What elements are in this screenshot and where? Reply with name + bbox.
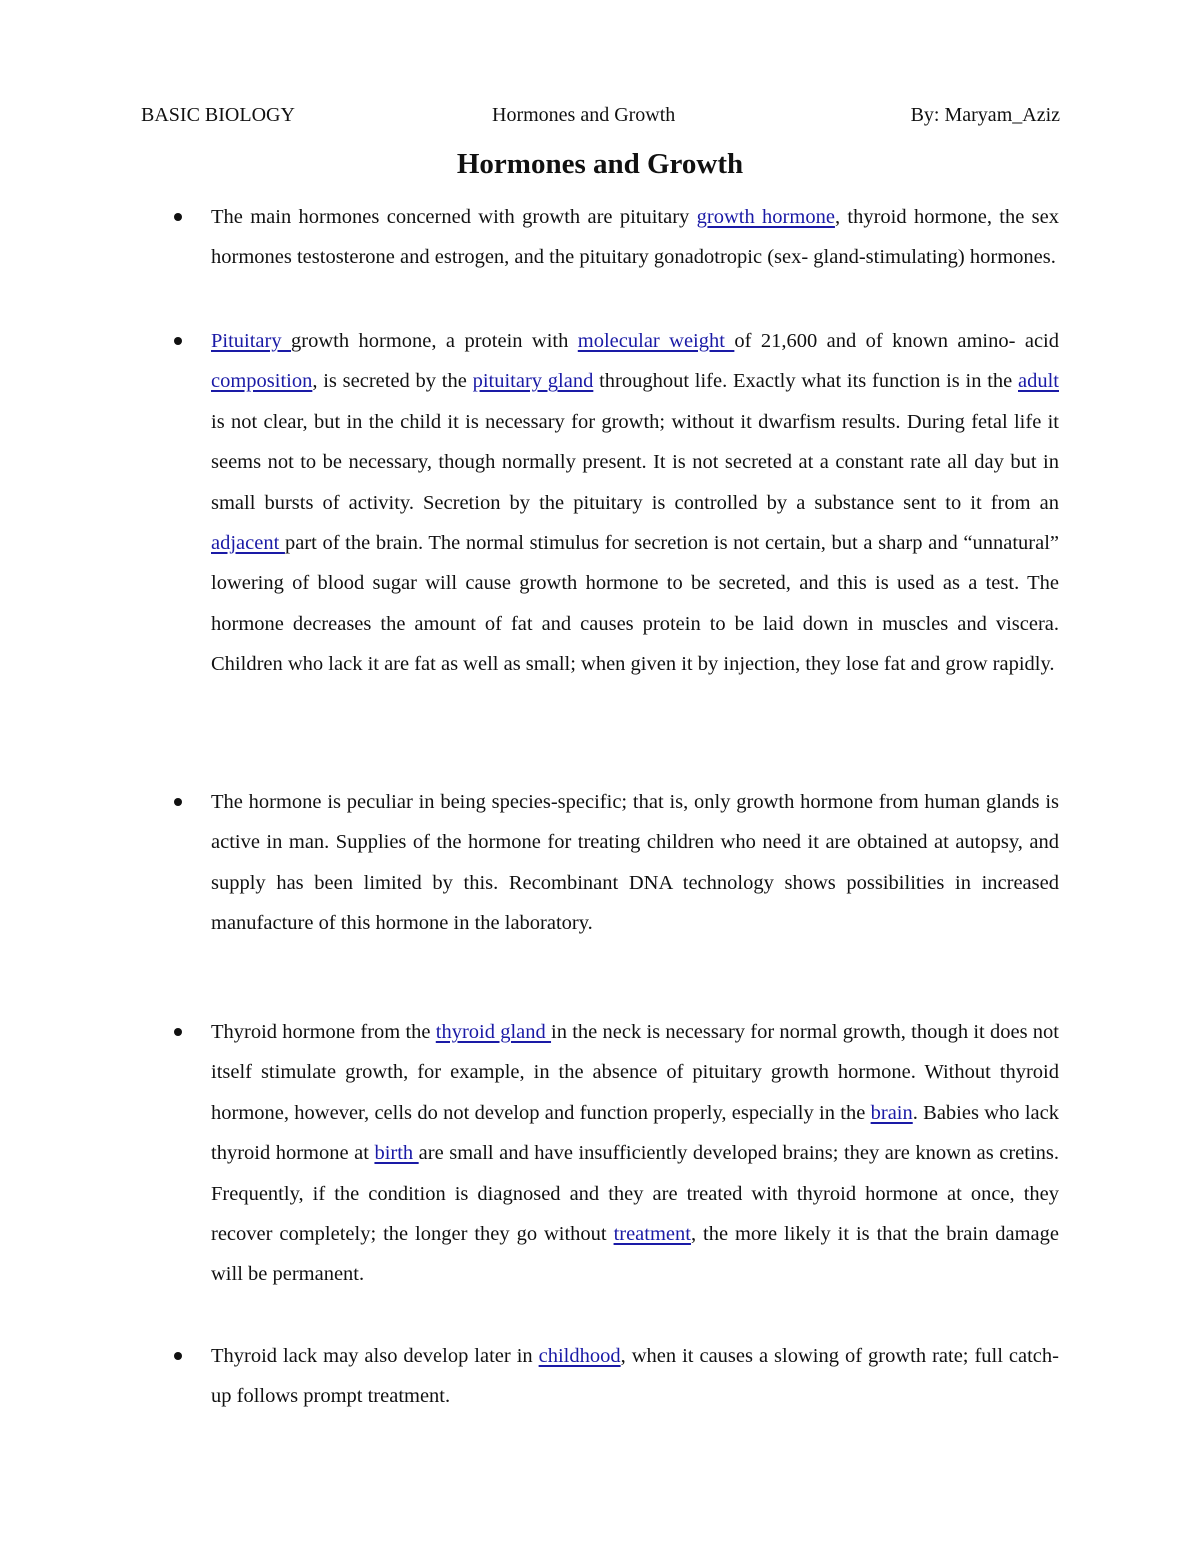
page-title: Hormones and Growth — [456, 148, 744, 180]
link-pituitary[interactable]: Pituitary — [211, 330, 292, 352]
header-topic: Hormones and Growth — [492, 104, 676, 126]
text-run: , when it causes a slowing of growth rate; full catch-up follows prompt treatment. — [211, 1345, 1059, 1408]
header-author: By: Maryam_Aziz — [910, 104, 1060, 126]
text-run: , is secreted by the — [312, 370, 473, 393]
link-molecular-weight[interactable]: molecular weight — [577, 330, 735, 352]
link-brain[interactable]: brain — [870, 1101, 913, 1124]
text-run: are small and have insufficiently developed brains; they are known as cretins. Frequently, if the condition is diagnosed and they are treated with thyroid hormone at once, they recover completely; the longer they go without — [211, 1142, 1059, 1246]
header-course: BASIC BIOLOGY — [141, 104, 295, 126]
page-header — [141, 101, 1060, 129]
text-run: throughout life. Exactly what its function is in the — [593, 370, 1018, 393]
link-composition[interactable]: composition — [211, 370, 313, 393]
link-growth-hormone[interactable]: growth hormone — [696, 206, 835, 228]
bullet-paragraph-3 — [211, 782, 1059, 944]
text-run: Thyroid hormone from the — [211, 1021, 436, 1043]
text-run: The main hormones concerned with growth are pituitary — [211, 206, 697, 228]
bullet-paragraph-2 — [211, 321, 1059, 685]
text-run: . Babies who lack thyroid hormone at — [211, 1101, 1059, 1165]
text-run: Thyroid lack may also develop later in — [211, 1345, 539, 1367]
text-run: , the more likely it is that the brain damage will be permanent. — [211, 1223, 1059, 1286]
text-run: The hormone is peculiar in being species-specific; that is, only growth hormone from human glands is active in man. Supplies of the hormone for treating children who need it are obtained at autopsy, and supply has been limited by this. Recombinant DNA technology shows possibilities in increased manufacture of this hormone in the laboratory. — [211, 791, 1059, 935]
link-thyroid-gland[interactable]: thyroid gland — [435, 1021, 552, 1043]
bullet-paragraph-5 — [211, 1336, 1059, 1417]
text-run: in the neck is necessary for normal growth, though it does not itself stimulate growth, for example, in the absence of pituitary growth hormone. Without thyroid hormone, however, cells do not develop and function properly, especially in the — [211, 1021, 1059, 1124]
link-childhood[interactable]: childhood — [538, 1345, 621, 1367]
text-run: growth hormone, a protein with — [291, 330, 578, 352]
text-run: , thyroid hormone, the sex hormones testosterone and estrogen, and the pituitary gonadotropic (sex- gland-stimulating) hormones. — [211, 206, 1059, 269]
bullet-paragraph-1 — [211, 197, 1059, 278]
text-run: part of the brain. The normal stimulus for secretion is not certain, but a sharp and “unnatural” lowering of blood sugar will cause growth hormone to be secreted, and this is used as a test. The hormone decreases the amount of fat and causes protein to be laid down in muscles and viscera. Children who lack it are fat as well as small; when given it by injection, they lose fat and grow rapidly. — [211, 532, 1060, 676]
link-adult[interactable]: adult — [1018, 370, 1059, 393]
link-pituitary-gland[interactable]: pituitary gland — [472, 370, 594, 393]
text-run: of 21,600 and of known amino- acid — [734, 330, 1059, 352]
link-treatment[interactable]: treatment — [613, 1223, 691, 1246]
bullet-paragraph-4 — [211, 1012, 1059, 1295]
link-adjacent[interactable]: adjacent — [211, 532, 285, 555]
link-birth[interactable]: birth — [374, 1142, 419, 1165]
text-run: is not clear, but in the child it is necessary for growth; without it dwarfism results. During fetal life it seems not to be necessary, though normally present. It is not secreted at a constant rate all day but in small bursts of activity. Secretion by the pituitary is controlled by a substance sent to it from an — [211, 410, 1059, 514]
